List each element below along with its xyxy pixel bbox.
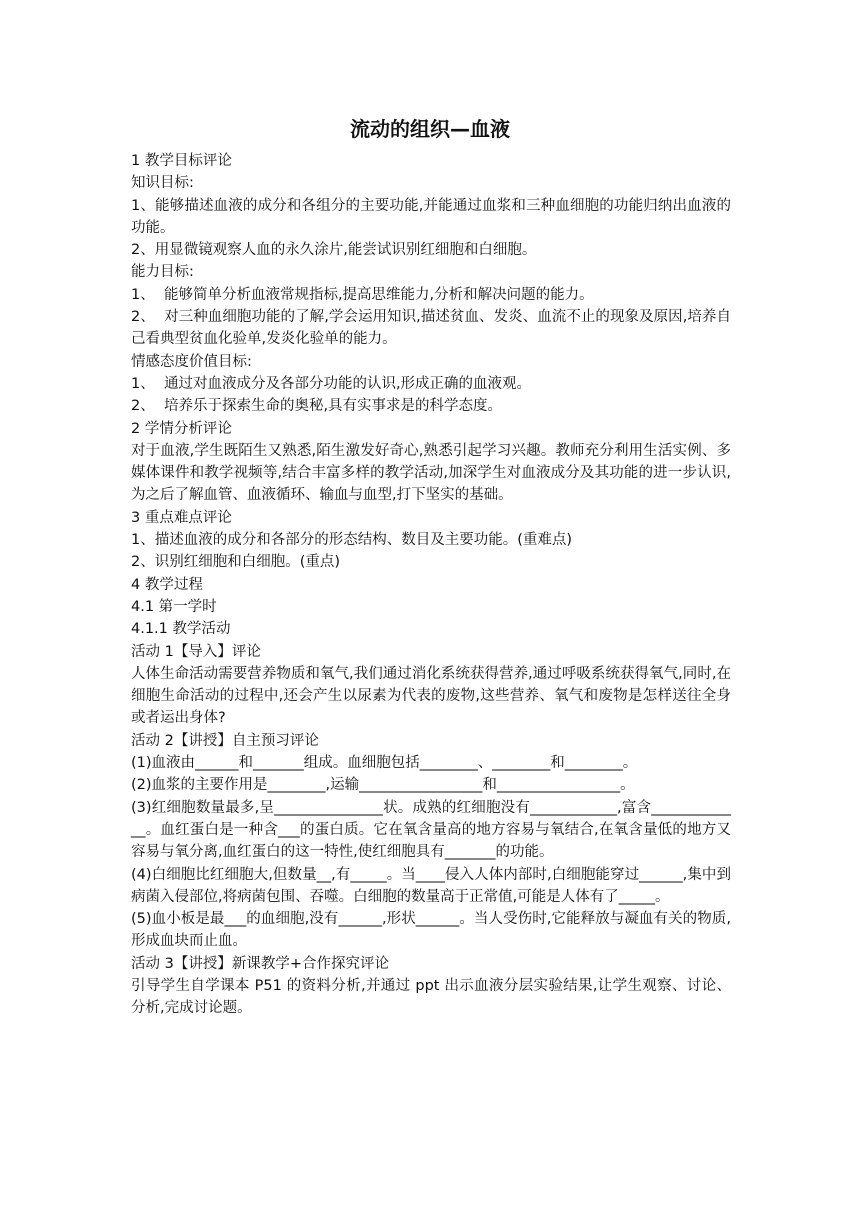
paragraph: 2、用显微镜观察人血的永久涂片,能尝试识别红细胞和白细胞。	[131, 242, 537, 259]
document-body	[131, 150, 731, 1020]
paragraph: 2、识别红细胞和白细胞。(重点)	[131, 554, 341, 571]
subheading: 知识目标:	[131, 175, 194, 192]
subsection-heading: 4.1.1 教学活动	[131, 621, 231, 638]
section-heading: 3 重点难点评论	[131, 509, 232, 526]
question-item: (5)血小板是最___的血细胞,没有______,形状______。当人受伤时,它能释放与凝血有关的物质,形成血块而止血。	[131, 911, 731, 950]
subheading: 能力目标:	[131, 264, 194, 281]
paragraph: 1、 能够简单分析血液常规指标,提高思维能力,分析和解决问题的能力。	[131, 286, 594, 303]
question-item: (3)红细胞数量最多,呈_______________状。成熟的红细胞没有____________,富含_____________。血红蛋白是一种含___的蛋白质。它在氧含量高的地方容易与氧结合,在氧含量低的地方又容易与氧分离,血红蛋白的这一特性,使红细胞具有_______的功能。	[131, 799, 731, 861]
subheading: 情感态度价值目标:	[131, 353, 252, 370]
paragraph: 1、 通过对血液成分及各部分功能的认识,形成正确的血液观。	[131, 375, 532, 392]
paragraph: 2、 对三种血细胞功能的了解,学会运用知识,描述贫血、发炎、血流不止的现象及原因,培养自己看典型贫血化验单,发炎化验单的能力。	[131, 309, 731, 348]
question-item: (1)血液由______和_______组成。血细胞包括________、________和________。	[131, 755, 638, 772]
document-title: 流动的组织—血液	[350, 117, 510, 141]
section-heading: 4 教学过程	[131, 576, 203, 593]
question-item: (4)白细胞比红细胞大,但数量__,有_____。当____侵入人体内部时,白细胞能穿过______,集中到病菌入侵部位,将病菌包围、吞噬。白细胞的数量高于正常值,可能是人体有了_____。	[131, 866, 731, 905]
paragraph: 1、描述血液的成分和各部分的形态结构、数目及主要功能。(重难点)	[131, 532, 573, 549]
subsection-heading: 4.1 第一学时	[131, 598, 217, 615]
activity-heading: 活动 1【导入】评论	[131, 643, 261, 660]
paragraph: 1、能够描述血液的成分和各组分的主要功能,并能通过血浆和三种血细胞的功能归纳出血液的功能。	[131, 197, 731, 236]
section-heading: 2 学情分析评论	[131, 420, 232, 437]
activity-heading: 活动 2【讲授】自主预习评论	[131, 732, 319, 749]
question-item: (2)血浆的主要作用是________,运输_________________和_________________。	[131, 777, 635, 794]
paragraph: 2、 培养乐于探索生命的奥秘,具有实事求是的科学态度。	[131, 398, 503, 415]
section-heading: 1 教学目标评论	[131, 153, 232, 169]
paragraph: 人体生命活动需要营养物质和氧气,我们通过消化系统获得营养,通过呼吸系统获得氧气,同时,在细胞生命活动的过程中,还会产生以尿素为代表的废物,这些营养、氧气和废物是怎样送往全身或者运出身体?	[131, 665, 731, 727]
paragraph: 引导学生自学课本 P51 的资料分析,并通过 ppt 出示血液分层实验结果,让学生观察、讨论、分析,完成讨论题。	[131, 977, 731, 1017]
activity-heading: 活动 3【讲授】新课教学+合作探究评论	[131, 955, 389, 972]
paragraph: 对于血液,学生既陌生又熟悉,陌生激发好奇心,熟悉引起学习兴趣。教师充分利用生活实例、多媒体课件和教学视频等,结合丰富多样的教学活动,加深学生对血液成分及其功能的进一步认识,为之后了解血管、血液循环、输血与血型,打下坚实的基础。	[131, 442, 731, 504]
